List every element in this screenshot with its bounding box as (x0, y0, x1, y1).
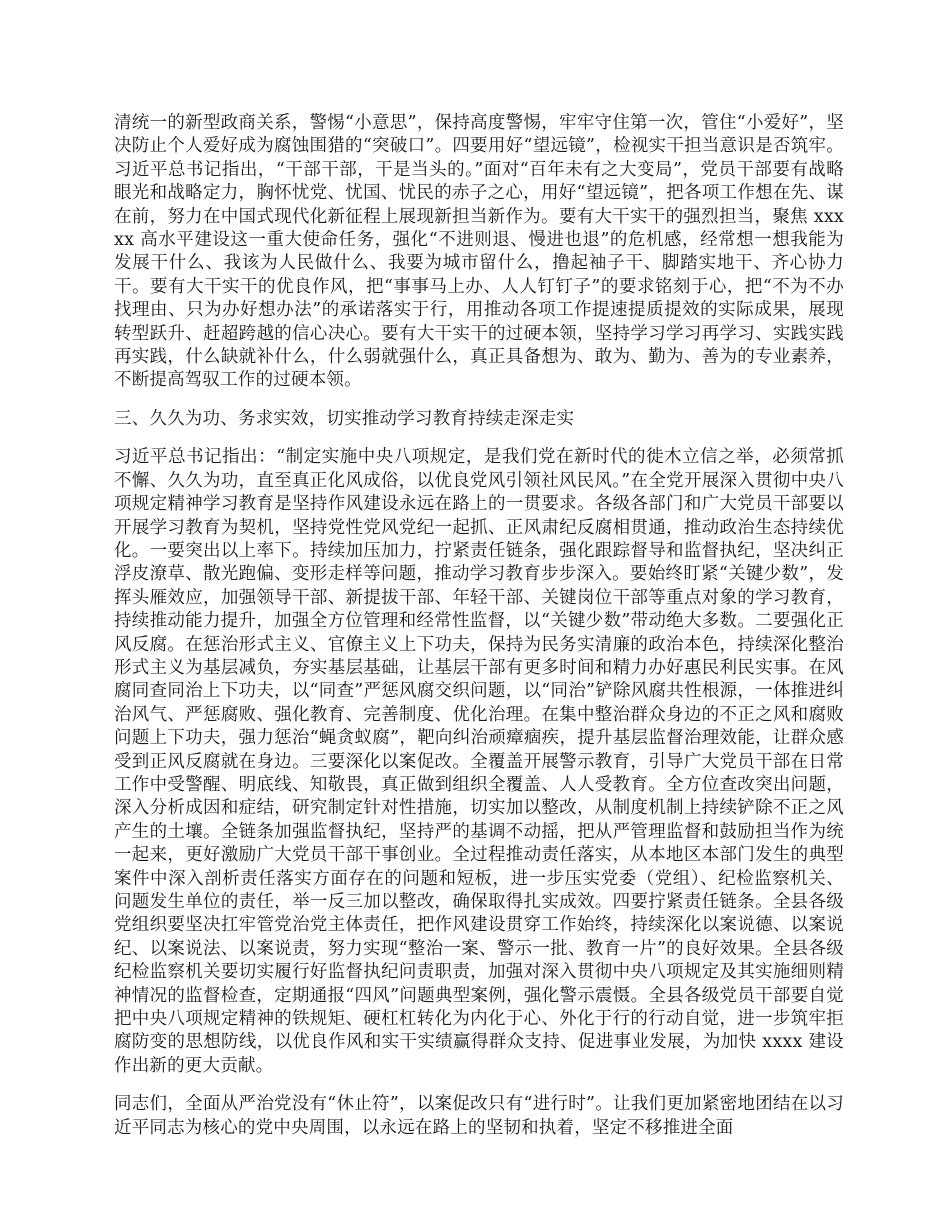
body-paragraph-3: 同志们，全面从严治党没有“休止符”，以案促改只有“进行时”。让我们更加紧密地团结在以习近平同志为核心的党中央周围，以永远在路上的坚韧和执着，坚定不移推进全面 (114, 1094, 844, 1138)
document-page (114, 112, 844, 1140)
section-heading: 三、久久为功、务求实效，切实推动学习教育持续走深走实 (114, 408, 575, 429)
body-paragraph-1: 清统一的新型政商关系，警惕“小意思”，保持高度警惕，牢牢守住第一次，管住“小爱好”，坚决防止个人爱好成为腐蚀围猎的“突破口”。四要用好“望远镜”，检视实干担当意识是否筑牢。习近平总书记指出，“干部干部，干是当头的。”面对“百年未有之大变局”，党员干部要有战略眼光和战略定力，胸怀忧党、忧国、忧民的赤子之心，用好“望远镜”，把各项工作想在先、谋在前，努力在中国式现代化新征程上展现新担当新作为。要有大干实干的强烈担当，聚焦 xxxxx 高水平建设这一重大使命任务，强化“不进则退、慢进也退”的危机感，经常想一想我能为发展干什么、我该为人民做什么、我要为城市留什么，撸起袖子干、脚踏实地干、齐心协力干。要有大干实干的优良作风，把“事事马上办、人人钉钉子”的要求铭刻于心，把“不为不办找理由、只为办好想办法”的承诺落实于行，用推动各项工作提速提质提效的实际成果，展现转型跃升、赶超跨越的信心决心。要有大干实干的过硬本领，坚持学习学习再学习、实践实践再实践，什么缺就补什么，什么弱就强什么，真正具备想为、敢为、勤为、善为的专业素养，不断提高驾驭工作的过硬本领。 (114, 113, 844, 391)
body-paragraph-2: 习近平总书记指出：“制定实施中央八项规定，是我们党在新时代的徙木立信之举，必须常抓不懈、久久为功，直至真正化风成俗，以优良党风引领社风民风。”在全党开展深入贯彻中央八项规定精神学习教育是坚持作风建设永远在路上的一贯要求。各级各部门和广大党员干部要以开展学习教育为契机，坚持党性党风党纪一起抓、正风肃纪反腐相贯通，推动政治生态持续优化。一要突出以上率下。持续加压加力，拧紧责任链条，强化跟踪督导和监督执纪，坚决纠正浮皮潦草、散光跑偏、变形走样等问题，推动学习教育步步深入。要始终盯紧“关键少数”，发挥头雁效应，加强领导干部、新提拔干部、年轻干部、关键岗位干部等重点对象的学习教育，持续推动能力提升，加强全方位管理和经常性监督，以“关键少数”带动绝大多数。二要强化正风反腐。在惩治形式主义、官僚主义上下功夫，保持为民务实清廉的政治本色，持续深化整治形式主义为基层减负，夯实基层基础，让基层干部有更多时间和精力办好惠民利民实事。在风腐同查同治上下功夫，以“同查”严惩风腐交织问题，以“同治”铲除风腐共性根源，一体推进纠治风气、严惩腐败、强化教育、完善制度、优化治理。在集中整治群众身边的不正之风和腐败问题上下功夫，强力惩治“蝇贪蚁腐”，靶向纠治顽瘴痼疾，提升基层监督治理效能，让群众感受到正风反腐就在身边。三要深化以案促改。全覆盖开展警示教育，引导广大党员干部在日常工作中受警醒、明底线、知敬畏，真正做到组织全覆盖、人人受教育。全方位查改突出问题，深入分析成因和症结，研究制定针对性措施，切实加以整改，从制度机制上持续铲除不正之风产生的土壤。全链条加强监督执纪，坚持严的基调不动摇，把从严管理监督和鼓励担当作为统一起来，更好激励广大党员干部干事创业。全过程推动责任落实，从本地区本部门发生的典型案件中深入剖析责任落实方面存在的问题和短板，进一步压实党委（党组）、纪检监察机关、问题发生单位的责任，举一反三加以整改，确保取得扎实成效。四要拧紧责任链条。全县各级党组织要坚决扛牢管党治党主体责任，把作风建设贯穿工作始终，持续深化以案说德、以案说纪、以案说法、以案说责，努力实现“整治一案、警示一批、教育一片”的良好效果。全县各级纪检监察机关要切实履行好监督执纪问责职责，加强对深入贯彻中央八项规定及其实施细则精神情况的监督检查，定期通报“四风”问题典型案例，强化警示震慑。全县各级党员干部要自觉把中央八项规定精神的铁规矩、硬杠杠转化为内化于心、外化于行的行动自觉，进一步筑牢拒腐防变的思想防线，以优良作风和实干实绩赢得群众支持、促进事业发展，为加快 xxxx 建设作出新的更大贡献。 (114, 447, 844, 1076)
